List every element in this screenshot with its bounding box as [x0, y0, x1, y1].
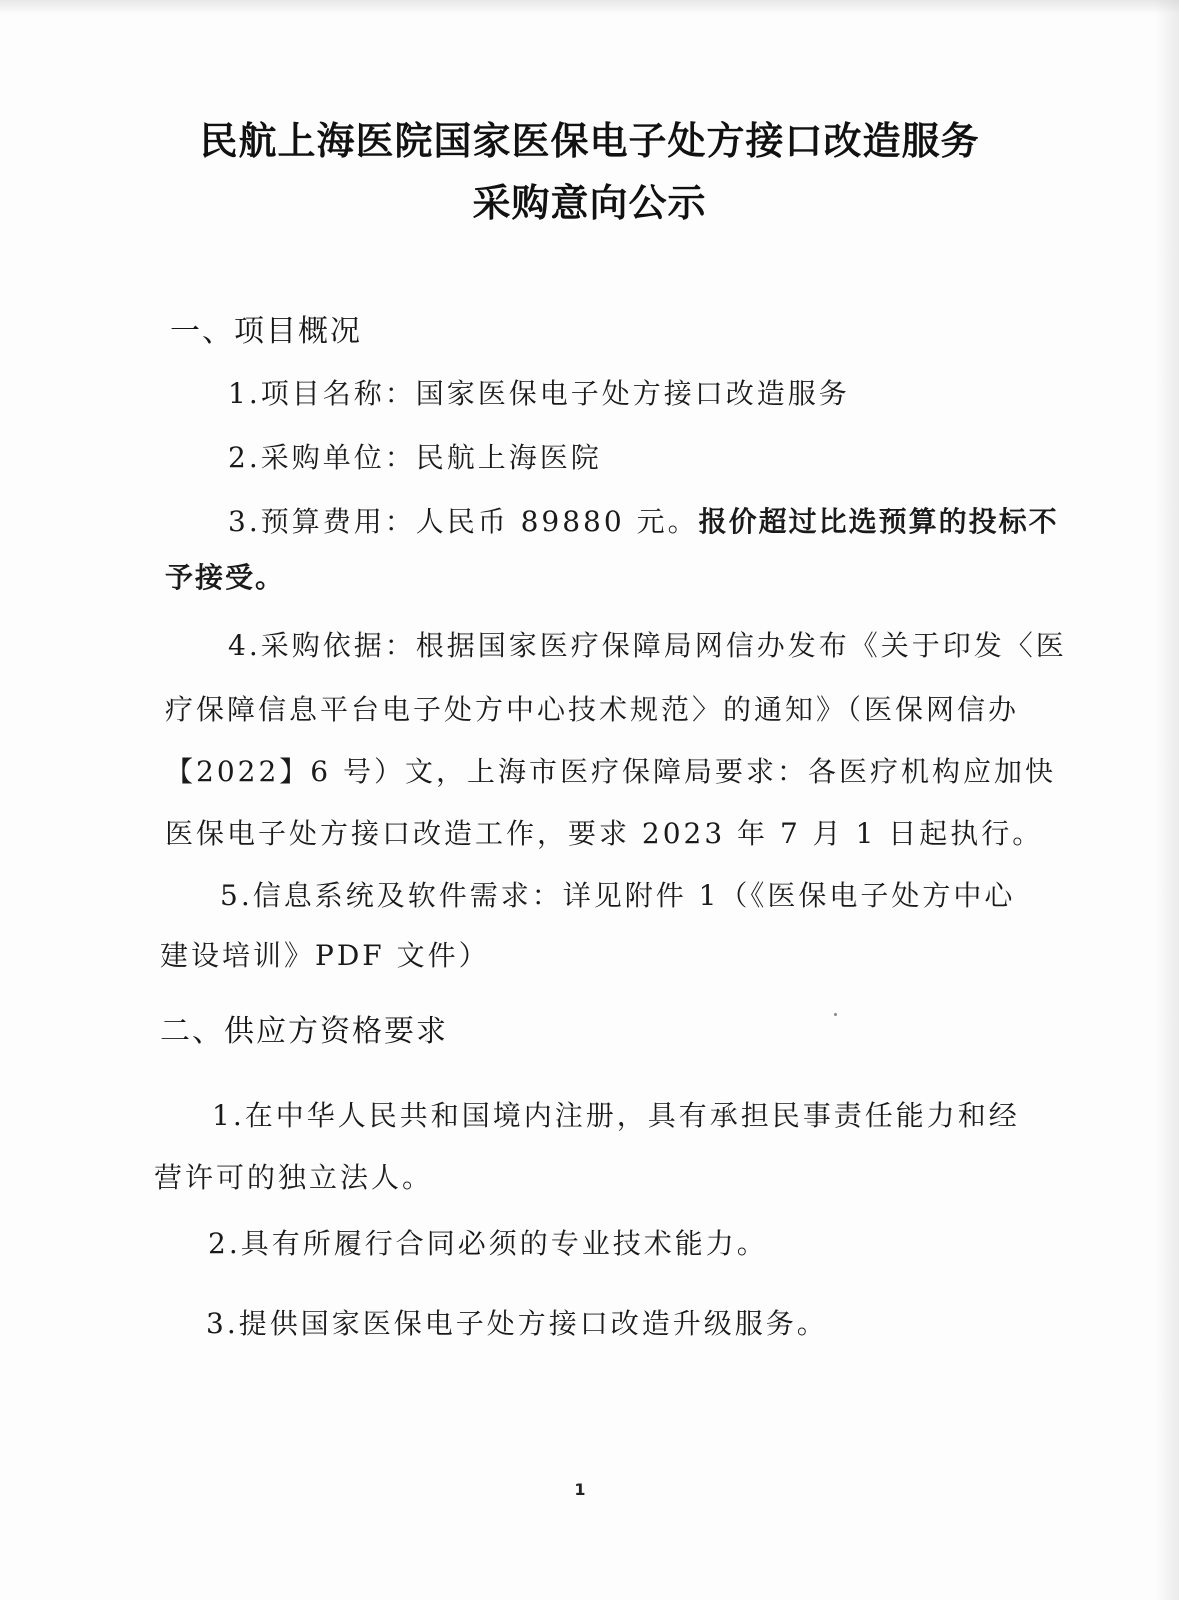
- software-requirements-line-2: 建设培训》PDF 文件）: [160, 939, 490, 972]
- budget-amount-text: 3.预算费用：人民币 89880 元。: [228, 505, 699, 538]
- budget-warning-text-end: 予接受。: [165, 561, 286, 594]
- section-heading-supplier-qualifications: 二、供应方资格要求: [160, 1014, 448, 1049]
- scan-shadow-right: [1155, 0, 1179, 1600]
- software-requirements-line-1: 5.信息系统及软件需求：详见附件 1（《医保电子处方中心: [220, 879, 1016, 912]
- scan-speck: [834, 1013, 837, 1016]
- procurement-basis-line-3: 【2022】6 号）文，上海市医疗保障局要求：各医疗机构应加快: [165, 755, 1056, 788]
- document-title-line-1: 民航上海医院国家医保电子处方接口改造服务: [199, 119, 980, 163]
- document-title-line-2: 采购意向公示: [472, 181, 707, 225]
- procurement-basis-line-1: 4.采购依据：根据国家医疗保障局网信办发布《关于印发〈医: [228, 629, 1067, 662]
- section-heading-project-overview: 一、项目概况: [170, 314, 362, 349]
- procurement-basis-line-4: 医保电子处方接口改造工作，要求 2023 年 7 月 1 日起执行。: [165, 817, 1044, 850]
- project-name-line: 1.项目名称：国家医保电子处方接口改造服务: [228, 377, 850, 410]
- qualification-2-line: 2.具有所履行合同必须的专业技术能力。: [208, 1227, 768, 1260]
- scan-shadow-top: [0, 0, 1179, 14]
- qualification-3-line: 3.提供国家医保电子处方接口改造升级服务。: [206, 1307, 828, 1340]
- budget-warning-text: 报价超过比选预算的投标不: [698, 505, 1059, 538]
- page-number: 1: [574, 1480, 586, 1499]
- procurement-basis-line-2: 疗保障信息平台电子处方中心技术规范〉的通知》（医保网信办: [165, 693, 1020, 726]
- budget-line: [228, 500, 1059, 540]
- qualification-1-line-2: 营许可的独立法人。: [154, 1161, 434, 1194]
- purchasing-unit-line: 2.采购单位：民航上海医院: [228, 441, 602, 474]
- qualification-1-line-1: 1.在中华人民共和国境内注册，具有承担民事责任能力和经: [212, 1099, 1020, 1132]
- budget-line-continued: [165, 556, 285, 596]
